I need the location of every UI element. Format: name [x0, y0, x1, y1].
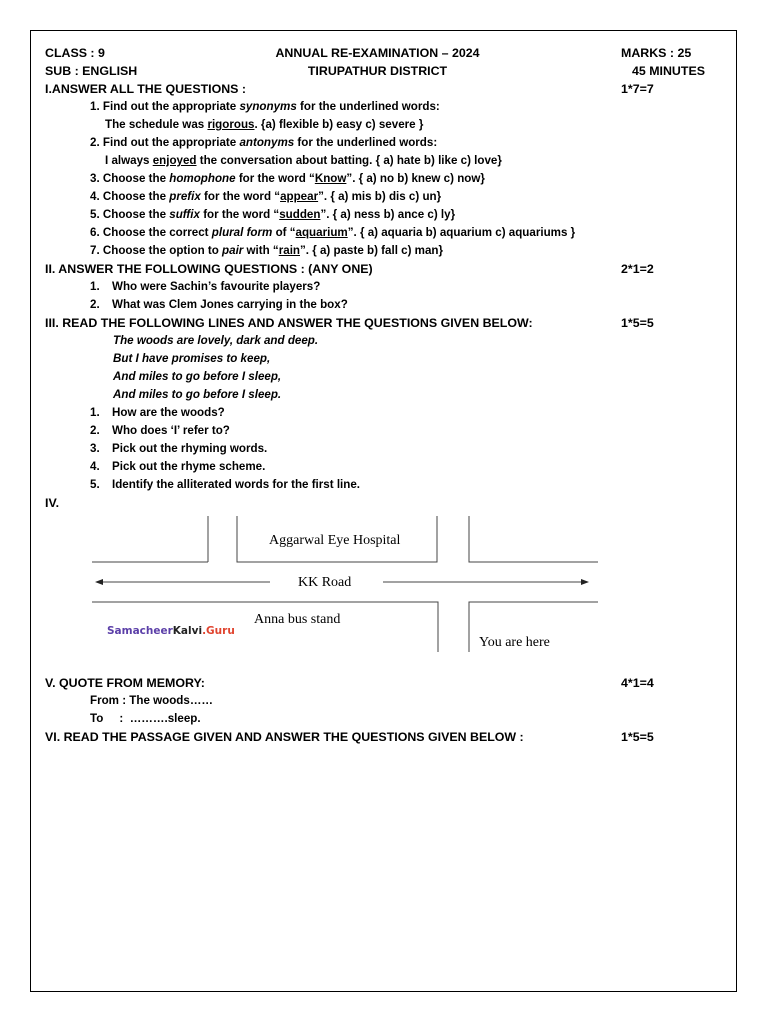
underlined-word: aquarium [295, 226, 348, 239]
section-5-heading [45, 674, 710, 692]
item-number: 3. [90, 442, 100, 455]
question-text: 5. Choose the [90, 208, 170, 221]
underlined-word: Know [314, 172, 347, 185]
section-1-heading [45, 80, 710, 98]
item-text: What was Clem Jones carrying in the box? [112, 298, 348, 311]
section-title: III. READ THE FOLLOWING LINES AND ANSWER THE QUESTIONS GIVEN BELOW: [45, 316, 533, 330]
road-map-diagram [45, 514, 710, 674]
item-number: 4. [90, 460, 100, 473]
arrow-right-head [581, 579, 589, 585]
options-text: ”. { a) mis b) dis c) un} [318, 190, 442, 203]
item-text: Identify the alliterated words for the first line. [112, 478, 361, 491]
list-item [45, 440, 710, 458]
underlined-word: rigorous [207, 118, 255, 131]
watermark-logo [107, 622, 235, 640]
question-2-sentence [45, 152, 710, 170]
underlined-word: rain [278, 244, 300, 257]
road-edge-line [469, 516, 598, 562]
header-row-1 [45, 44, 710, 62]
question-keyword: pair [222, 244, 244, 257]
sentence-text: I always [105, 154, 153, 167]
question-text: 4. Choose the [90, 190, 170, 203]
watermark-part: Kalvi [172, 625, 203, 637]
header-row-2 [45, 62, 710, 80]
poem-line: And miles to go before I sleep, [113, 370, 282, 383]
item-text: Pick out the rhyming words. [112, 442, 268, 455]
sentence-text: The schedule was [105, 118, 208, 131]
options-text: the conversation about batting. { a) hate b) like c) love} [196, 154, 502, 167]
question-keyword: prefix [169, 190, 201, 203]
question-text: of “ [272, 226, 296, 239]
question-4 [45, 188, 710, 206]
item-number: 1. [90, 280, 100, 293]
section-marks: 1*5=5 [621, 730, 654, 744]
question-1 [45, 98, 710, 116]
marks-label: MARKS : 25 [621, 46, 692, 60]
question-text: 2. Find out the appropriate [90, 136, 240, 149]
item-number: 5. [90, 478, 100, 491]
district-label: TIRUPATHUR DISTRICT [307, 64, 448, 78]
options-text: . {a) flexible b) easy c) severe } [254, 118, 424, 131]
section-title: II. ANSWER THE FOLLOWING QUESTIONS : (ANY ONE) [45, 262, 373, 276]
section-marks: 1*5=5 [621, 316, 654, 330]
question-text: for the word “ [200, 190, 281, 203]
item-text: How are the woods? [112, 406, 225, 419]
poem-line: But I have promises to keep, [113, 352, 271, 365]
question-text: 1. Find out the appropriate [90, 100, 240, 113]
question-text: for the word “ [199, 208, 280, 221]
question-text: for the underlined words: [296, 100, 440, 113]
time-label: 45 MINUTES [632, 64, 705, 78]
question-keyword: synonyms [239, 100, 297, 113]
question-keyword: antonyms [239, 136, 295, 149]
section-marks: 1*7=7 [621, 82, 654, 96]
options-text: ”. { a) paste b) fall c) man} [300, 244, 444, 257]
item-text: Who were Sachin’s favourite players? [112, 280, 321, 293]
bus-stand-label: Anna bus stand [254, 612, 341, 627]
question-keyword: suffix [169, 208, 200, 221]
question-text: for the underlined words: [294, 136, 438, 149]
list-item [45, 458, 710, 476]
section-4-heading [45, 494, 710, 512]
question-text: 7. Choose the option to [90, 244, 223, 257]
options-text: ”. { a) ness b) ance c) ly} [320, 208, 456, 221]
you-are-here-label: You are here [479, 635, 550, 650]
exam-title: ANNUAL RE-EXAMINATION – 2024 [275, 46, 480, 60]
section-marks: 2*1=2 [621, 262, 654, 276]
item-text: Pick out the rhyme scheme. [112, 460, 266, 473]
watermark-part: Samacheer [107, 625, 173, 637]
question-5 [45, 206, 710, 224]
question-3 [45, 170, 710, 188]
item-text: Who does ‘I’ refer to? [112, 424, 230, 437]
item-number: 1. [90, 406, 100, 419]
road-label: KK Road [298, 575, 352, 590]
section-title: I.ANSWER ALL THE QUESTIONS : [45, 82, 247, 96]
poem-line: And miles to go before I sleep. [113, 388, 282, 401]
question-keyword: homophone [169, 172, 236, 185]
section-6-heading [45, 728, 710, 746]
question-text: with “ [243, 244, 279, 257]
section-title: VI. READ THE PASSAGE GIVEN AND ANSWER THE QUESTIONS GIVEN BELOW : [45, 730, 524, 744]
quote-to: To : ……….sleep. [90, 712, 201, 725]
section-3-heading [45, 314, 710, 332]
arrow-left-head [95, 579, 103, 585]
poem-line: The woods are lovely, dark and deep. [113, 334, 319, 347]
hospital-label: Aggarwal Eye Hospital [269, 533, 401, 548]
class-label: CLASS : 9 [45, 46, 105, 60]
list-item [45, 422, 710, 440]
watermark-part: .Guru [202, 625, 235, 637]
underlined-word: appear [280, 190, 319, 203]
section-2-heading [45, 260, 710, 278]
underlined-word: sudden [279, 208, 321, 221]
underlined-word: enjoyed [152, 154, 197, 167]
options-text: ”. { a) aquaria b) aquarium c) aquariums } [347, 226, 576, 239]
exam-paper [45, 44, 710, 746]
list-item [45, 476, 710, 494]
question-keyword: plural form [211, 226, 273, 239]
list-item [45, 296, 710, 314]
section-marks: 4*1=4 [621, 676, 654, 690]
item-number: 2. [90, 298, 100, 311]
question-text: 3. Choose the [90, 172, 170, 185]
question-2 [45, 134, 710, 152]
list-item [45, 278, 710, 296]
options-text: ”. { a) no b) knew c) now} [346, 172, 485, 185]
question-7 [45, 242, 710, 260]
question-text: 6. Choose the correct [90, 226, 212, 239]
question-6 [45, 224, 710, 242]
question-1-sentence [45, 116, 710, 134]
subject-label: SUB : ENGLISH [45, 64, 138, 78]
item-number: 2. [90, 424, 100, 437]
quote-from: From : The woods…… [90, 694, 214, 707]
section-title: IV. [45, 496, 60, 510]
question-text: for the word “ [235, 172, 315, 185]
list-item [45, 404, 710, 422]
section-title: V. QUOTE FROM MEMORY: [45, 676, 205, 690]
